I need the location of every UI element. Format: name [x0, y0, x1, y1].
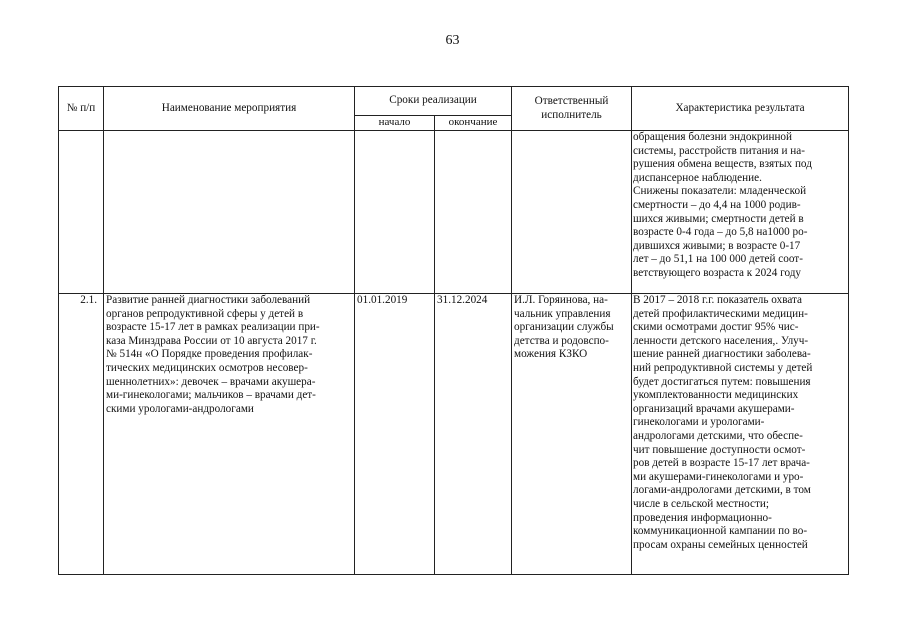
result-line: просам охраны семейных ценностей: [633, 538, 808, 551]
result-line: ров детей в возрасте 15-17 лет врача-: [633, 457, 810, 470]
row-start: [355, 131, 435, 294]
result-line: гинекологами и урологами-: [633, 416, 765, 429]
result-line: детей профилактическими медицин-: [633, 307, 808, 320]
result-line: дившихся живыми; в возрасте 0-17: [633, 239, 801, 252]
name-line: тических медицинских осмотров несовер-: [106, 361, 308, 374]
result-line: андрологами детскими, что обеспе-: [633, 429, 803, 442]
header-start: начало: [355, 116, 435, 131]
table-row: [59, 294, 849, 575]
name-line: ми-гинекологами; мальчиков – врачами дет-: [106, 389, 316, 402]
result-line: Снижены показатели: младенческой: [633, 185, 807, 198]
row-name: [104, 131, 355, 294]
result-line: ветствующего возраста к 2024 году: [633, 266, 802, 279]
row-name: [104, 294, 355, 575]
result-line: смертности – до 4,4 на 1000 родив-: [633, 198, 801, 211]
result-line: ми акушерами-гинекологами и уро-: [633, 470, 804, 483]
name-line: № 514н «О Порядке проведения профилак-: [106, 348, 313, 361]
row-responsible: [512, 131, 632, 294]
result-line: будет достигаться путем: повышения: [633, 375, 811, 388]
result-line: укомплектованности медицинских: [633, 389, 799, 402]
table-row: [59, 131, 849, 294]
result-line: системы, расстройств питания и на-: [633, 144, 805, 157]
header-end: окончание: [435, 116, 512, 131]
result-line: логами-андрологами детскими, в том: [633, 484, 811, 497]
activities-table: [58, 86, 849, 575]
result-line: шение ранней диагностики заболева-: [633, 348, 811, 361]
result-line: скими осмотрами достиг 95% чис-: [633, 321, 799, 334]
result-line: числе в сельской местности;: [633, 497, 769, 510]
name-line: органов репродуктивной сферы у детей в: [106, 307, 304, 320]
row-responsible: [512, 294, 632, 575]
responsible-line: чальник управления: [514, 307, 611, 320]
result-line: рушения обмена веществ, взятых под: [633, 158, 812, 171]
header-period: Сроки реализации: [355, 87, 512, 116]
result-line: ний репродуктивной системы у детей: [633, 361, 813, 374]
page-number: 63: [445, 33, 460, 48]
result-line: лет – до 51,1 на 100 000 детей соот-: [633, 253, 803, 266]
responsible-line: детства и родовспо-: [514, 334, 609, 347]
row-start: 01.01.2019: [355, 294, 435, 575]
result-line: организаций врачами акушерами-: [633, 402, 795, 415]
result-line: В 2017 – 2018 г.г. показатель охвата: [633, 294, 803, 306]
result-line: шихся живыми; смертности детей в: [633, 212, 804, 225]
header-responsible: Ответственный исполнитель: [512, 87, 632, 131]
row-result: [632, 131, 849, 294]
name-line: скими урологами-андрологами: [106, 402, 254, 415]
name-line: каза Минздрава России от 10 августа 2017 г.: [106, 334, 317, 347]
row-end: 31.12.2024: [435, 294, 512, 575]
result-line: возрасте 0-4 года – до 5,8 на1000 ро-: [633, 226, 808, 239]
responsible-line: И.Л. Горяинова, на-: [514, 294, 608, 306]
name-line: Развитие ранней диагностики заболеваний: [106, 294, 311, 306]
header-result: Характеристика результата: [632, 87, 849, 131]
name-line: возрасте 15-17 лет в рамках реализации при-: [106, 321, 320, 334]
result-line: чит повышение доступности осмот-: [633, 443, 806, 456]
result-line: проведения информационно-: [633, 511, 772, 524]
row-end: [435, 131, 512, 294]
responsible-line: организации службы: [514, 321, 614, 334]
responsible-line: можения КЗКО: [514, 348, 588, 361]
header-num: № п/п: [59, 87, 104, 131]
result-line: диспансерное наблюдение.: [633, 171, 762, 184]
row-num: [59, 131, 104, 294]
header-name: Наименование мероприятия: [104, 87, 355, 131]
row-result: [632, 294, 849, 575]
row-num: 2.1.: [59, 294, 104, 575]
result-line: обращения болезни эндокринной: [633, 131, 793, 143]
name-line: шеннолетних»: девочек – врачами акушера-: [106, 375, 316, 388]
result-line: ленности детского населения,. Улуч-: [633, 334, 809, 347]
result-line: коммуникационной кампании по во-: [633, 525, 808, 538]
